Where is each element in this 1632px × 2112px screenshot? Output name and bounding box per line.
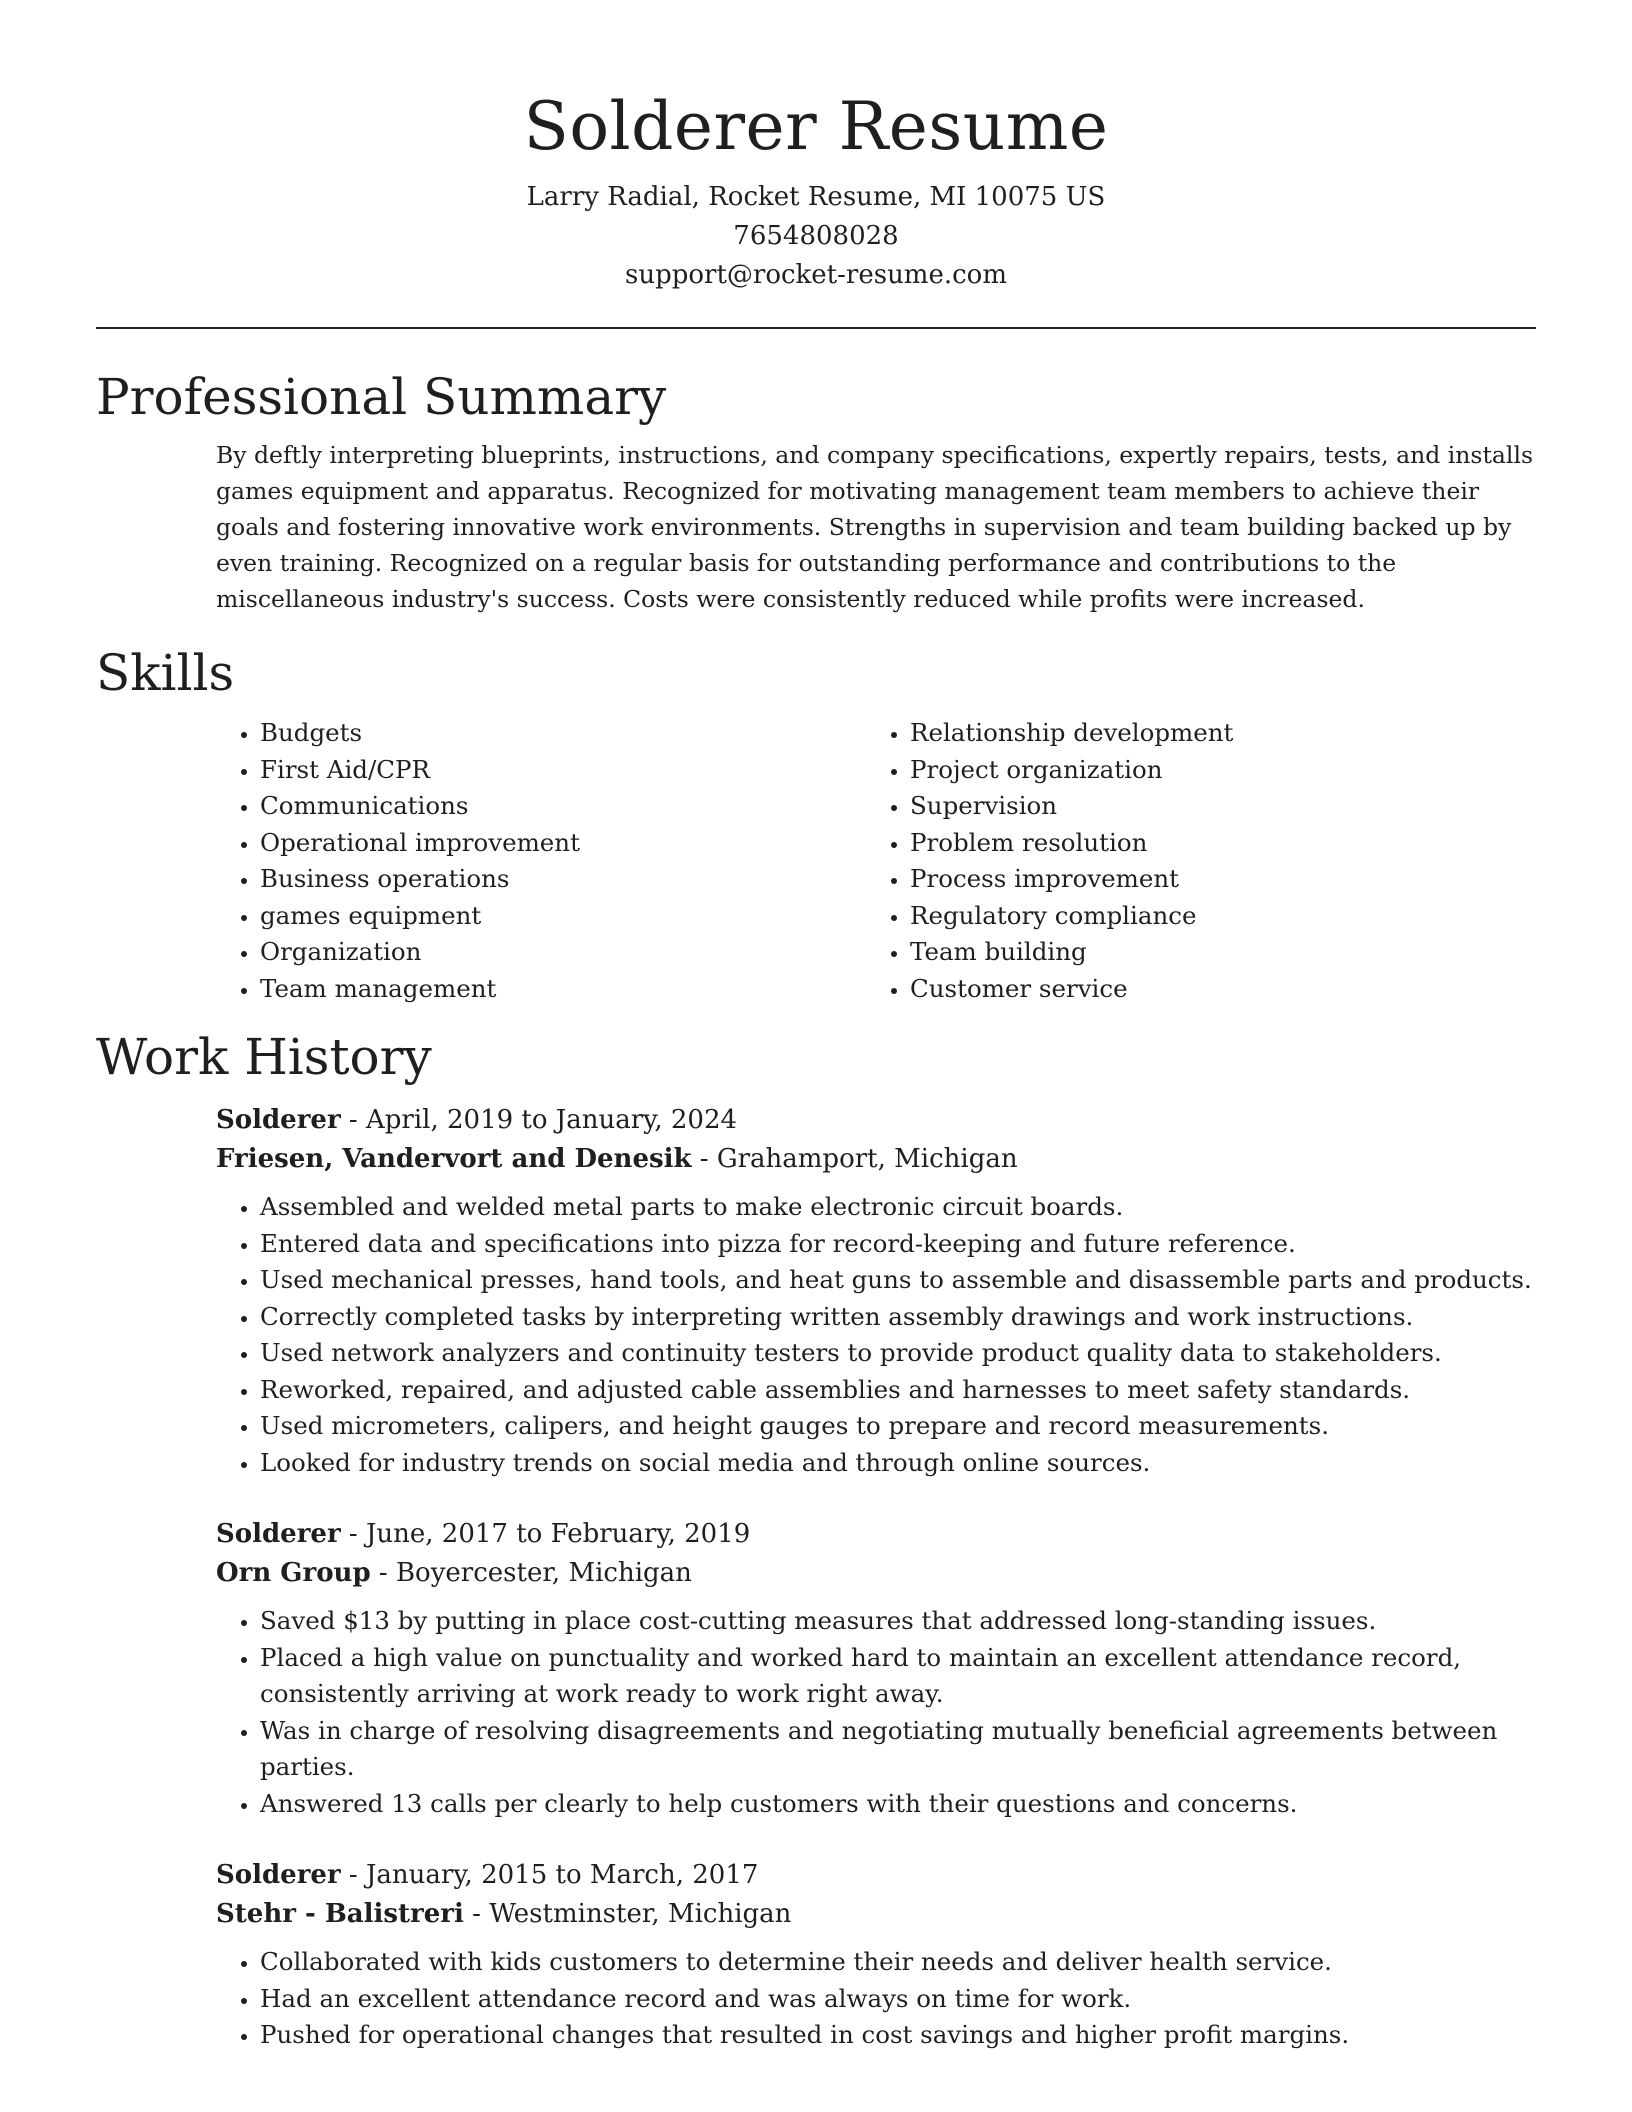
job-location: - Boyercester, Michigan: [370, 1558, 692, 1588]
skill-item: • Budgets: [260, 715, 866, 752]
skill-item: • Problem resolution: [910, 825, 1516, 862]
resume-title: Solderer Resume: [523, 88, 1109, 165]
skill-item: • Project organization: [910, 752, 1516, 789]
contact-phone: 7654808028: [733, 221, 899, 251]
job-bullet: • Reworked, repaired, and adjusted cable assemblies and harnesses to meet safety standards.: [260, 1372, 1542, 1409]
job-bullets: [216, 1944, 1542, 2054]
job-title: Solderer: [216, 1519, 341, 1549]
job-title-line: [216, 1515, 1536, 1554]
skills-list-left: [216, 715, 866, 1007]
job-entry: [216, 1101, 1536, 1481]
job-location: - Westminster, Michigan: [463, 1899, 792, 1929]
job-dates: - April, 2019 to January, 2024: [340, 1105, 738, 1135]
job-bullet: • Was in charge of resolving disagreements and negotiating mutually beneficial agreements between parties.: [260, 1713, 1542, 1786]
professional-summary-section: [96, 367, 1536, 617]
skill-item: • Team building: [910, 934, 1516, 971]
job-bullets: [216, 1189, 1542, 1481]
work-history-section: [96, 1027, 1536, 2054]
contact-email: support@rocket-resume.com: [624, 260, 1007, 290]
skill-item: • Regulatory compliance: [910, 898, 1516, 935]
job-bullet: • Used micrometers, calipers, and height gauges to prepare and record measurements.: [260, 1408, 1542, 1445]
job-bullet: • Saved $13 by putting in place cost-cutting measures that addressed long-standing issues.: [260, 1603, 1542, 1640]
job-bullet: • Looked for industry trends on social media and through online sources.: [260, 1445, 1542, 1482]
skill-item: • Supervision: [910, 788, 1516, 825]
job-title-line: [216, 1856, 1536, 1895]
job-bullet: • Placed a high value on punctuality and worked hard to maintain an excellent attendance record, consistently arriving at work ready to work right away.: [260, 1640, 1542, 1713]
skill-item: • Customer service: [910, 971, 1516, 1008]
job-entry: [216, 1515, 1536, 1822]
job-bullet: • Used mechanical presses, hand tools, and heat guns to assemble and disassemble parts and products.: [260, 1262, 1542, 1299]
job-location: - Grahamport, Michigan: [691, 1144, 1018, 1174]
job-company: Friesen, Vandervort and Denesik: [216, 1144, 692, 1174]
job-bullet: • Had an excellent attendance record and was always on time for work.: [260, 1981, 1542, 2018]
job-company: Stehr - Balistreri: [216, 1899, 464, 1929]
contact-address: Larry Radial, Rocket Resume, MI 10075 US: [526, 182, 1106, 212]
job-bullet: • Collaborated with kids customers to determine their needs and deliver health service.: [260, 1944, 1542, 1981]
job-dates: - January, 2015 to March, 2017: [340, 1860, 759, 1890]
contact-block: [96, 178, 1536, 295]
skills-grid: [216, 715, 1536, 1007]
job-title-line: [216, 1101, 1536, 1140]
job-company: Orn Group: [216, 1558, 371, 1588]
job-title: Solderer: [216, 1860, 341, 1890]
skill-item: • games equipment: [260, 898, 866, 935]
job-bullet: • Answered 13 calls per clearly to help customers with their questions and concerns.: [260, 1786, 1542, 1823]
header-divider: [96, 327, 1536, 329]
job-company-line: [216, 1554, 1536, 1593]
skills-section: [96, 643, 1536, 1007]
section-heading-summary: Professional Summary: [96, 368, 667, 426]
skill-item: • Communications: [260, 788, 866, 825]
job-company-line: [216, 1140, 1536, 1179]
job-title: Solderer: [216, 1105, 341, 1135]
skill-item: • First Aid/CPR: [260, 752, 866, 789]
skill-item: • Business operations: [260, 861, 866, 898]
job-bullet: • Correctly completed tasks by interpreting written assembly drawings and work instructions.: [260, 1299, 1542, 1336]
job-bullet: • Pushed for operational changes that resulted in cost savings and higher profit margins.: [260, 2017, 1542, 2054]
section-heading-work-history: Work History: [96, 1028, 432, 1086]
skill-item: • Process improvement: [910, 861, 1516, 898]
section-heading-skills: Skills: [96, 644, 235, 702]
job-bullets: [216, 1603, 1542, 1822]
job-entry: [216, 1856, 1536, 2054]
skill-item: • Organization: [260, 934, 866, 971]
job-bullet: • Assembled and welded metal parts to make electronic circuit boards.: [260, 1189, 1542, 1226]
skill-item: • Relationship development: [910, 715, 1516, 752]
summary-text: By deftly interpreting blueprints, instructions, and company specifications, expertly repairs, tests, and installs games equipment and apparatus. Recognized for motivating management team members to achieve their goals and fostering innovative work environments. Strengths in supervision and team building backed up by even training. Recognized on a regular basis for outstanding performance and contributions to the miscellaneous industry's success. Costs were consistently reduced while profits were increased.: [216, 441, 1534, 613]
skills-list-right: [866, 715, 1516, 1007]
resume-page: [96, 0, 1536, 2054]
job-company-line: [216, 1895, 1536, 1934]
job-dates: - June, 2017 to February, 2019: [340, 1519, 751, 1549]
job-bullet: • Used network analyzers and continuity testers to provide product quality data to stakeholders.: [260, 1335, 1542, 1372]
job-bullet: • Entered data and specifications into pizza for record-keeping and future reference.: [260, 1226, 1542, 1263]
resume-header: [96, 0, 1536, 295]
skill-item: • Operational improvement: [260, 825, 866, 862]
skill-item: • Team management: [260, 971, 866, 1008]
